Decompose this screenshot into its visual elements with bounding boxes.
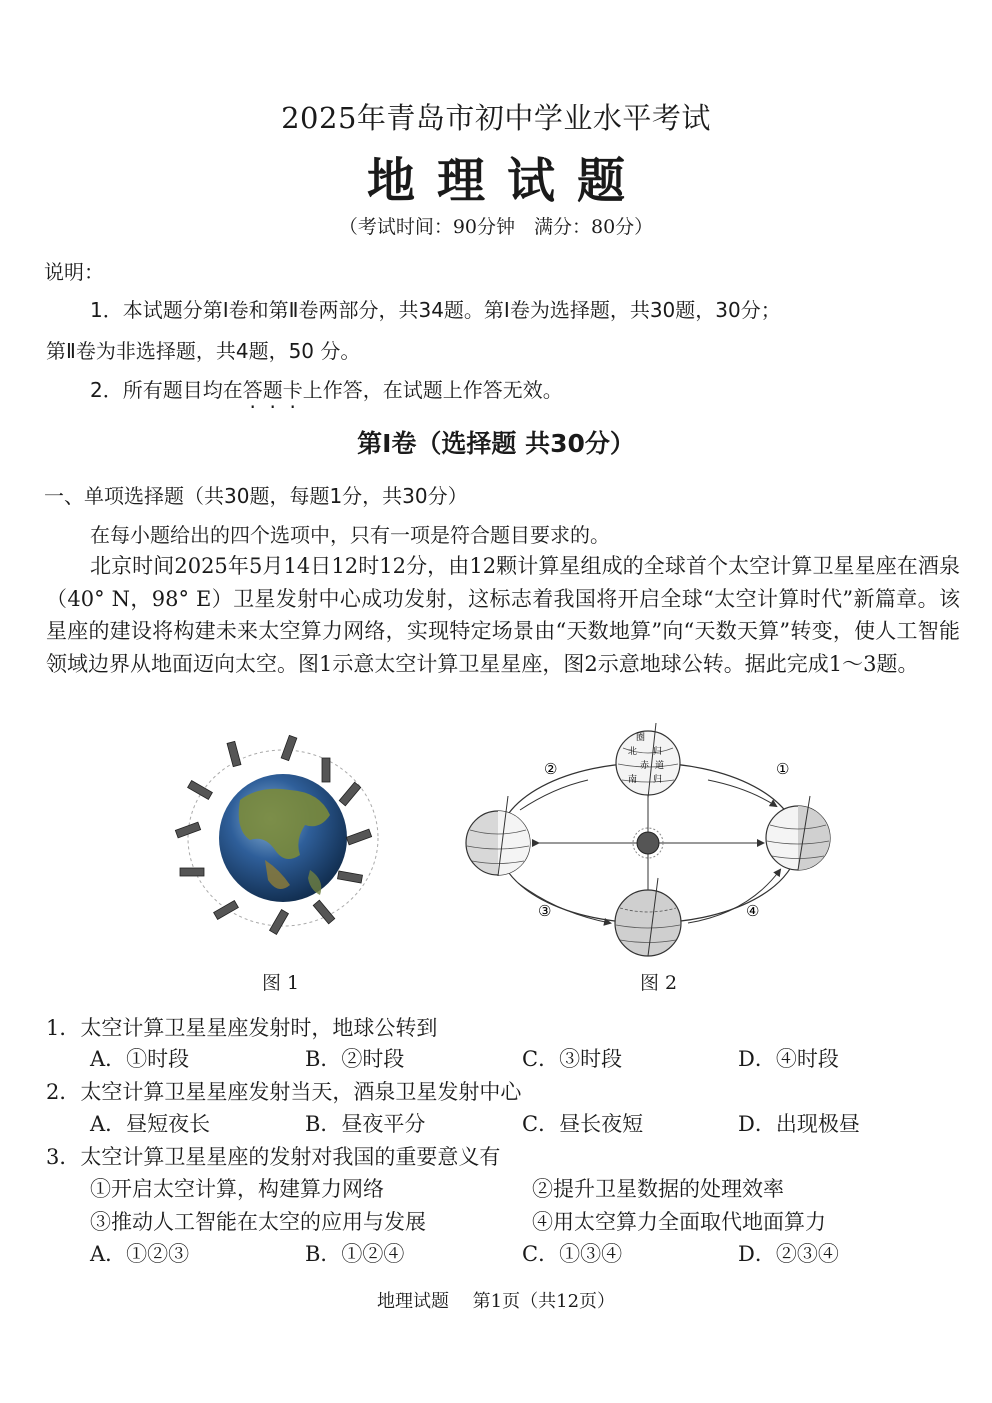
period-label-2: ② [544,760,558,778]
part-note: 在每小题给出的四个选项中，只有一项是符合题目要求的。 [90,523,610,547]
instruction-item-2 [90,374,563,403]
figure-2-caption: 图 2 [640,972,678,994]
instruction-item-2-before: 2．所有题目均在 [90,378,243,402]
passage: 北京时间2025年5月14日12时12分，由12颗计算星组成的全球首个太空计算卫星星座在酒泉（40° N，98° E）卫星发射中心成功发射，这标志着我国将开启全球“太空计算时代”新篇章。该星座的建设将构建未来太空算力网络，实现特定场景由“天数地算”向“天数天算”转变，使人工智能领域边界从地面迈向太空。图1示意太空计算卫星星座，图2示意地球公转。据此完成1～3题。 [46,554,960,676]
question-3-option-d: D．②③④ [738,1242,839,1266]
satellite-icon [270,910,289,935]
satellite-icon [188,781,213,800]
globe-top [616,723,680,798]
question-number: 3． [46,1145,81,1169]
period-label-3: ③ [538,902,552,920]
globe-text: 南 [628,775,638,785]
question-3-statement-1: ①开启太空计算，构建算力网络 [90,1177,384,1201]
question-3-option-c: C．①③④ [522,1242,623,1266]
satellite-icon [346,829,371,845]
question-2-option-d: D．出现极昼 [738,1112,860,1136]
globe-text: 归 [653,775,663,785]
period-label-4: ④ [746,902,760,920]
satellite-icon [339,782,361,806]
question-3-statement-2: ②提升卫星数据的处理效率 [532,1177,784,1201]
satellite-icon [322,758,330,782]
question-2 [46,1076,521,1106]
satellite-icon [214,901,239,920]
question-number: 2． [46,1080,81,1104]
exam-info: （考试时间：90分钟 满分：80分） [338,216,654,238]
page-footer: 地理试题 第1页（共12页） [376,1291,616,1312]
globe-text: 归 [653,747,663,757]
figure-1-satellite-constellation [170,730,400,945]
question-2-option-b: B．昼夜平分 [305,1112,426,1136]
revolution-arrow [518,883,610,923]
figure-1-caption: 图 1 [262,972,300,994]
sun-icon [637,832,659,854]
period-label-1: ① [776,760,790,778]
question-3-option-a: A．①②③ [90,1242,190,1266]
instructions-label: 说明： [44,260,104,284]
revolution-arrow [688,870,780,923]
question-1-option-c: C．③时段 [522,1047,623,1071]
globe-text: 北 [628,747,638,757]
satellite-icon [281,735,297,760]
emphasis-char: 卡 [282,378,303,402]
emphasis-char: 答 [242,378,263,402]
instruction-item-1-cont: 第Ⅱ卷为非选择题，共4题，50 分。 [46,339,361,363]
question-3 [46,1141,500,1171]
question-2-option-a: A．昼短夜长 [90,1112,211,1136]
satellite-icon [337,871,362,883]
question-2-option-c: C．昼长夜短 [522,1112,644,1136]
question-3-option-b: B．①②④ [305,1242,405,1266]
globe-left [466,796,530,876]
satellite-icon [180,868,204,876]
question-stem: 太空计算卫星星座发射时，地球公转到 [80,1016,438,1040]
part-title: 一、单项选择题（共30题，每题1分，共30分） [44,484,468,508]
subject-title: 地理试题 [366,153,647,209]
globe-text: 赤 [640,761,650,771]
emphasis-char: 题 [262,378,283,402]
section-title: 第Ⅰ卷（选择题 共30分） [357,429,635,458]
globe-bottom [615,878,681,956]
exam-name: 2025年青岛市初中学业水平考试 [281,101,711,135]
question-1-option-d: D．④时段 [738,1047,839,1071]
question-3-statement-4: ④用太空算力全面取代地面算力 [532,1210,826,1234]
question-1-option-a: A．①时段 [90,1047,190,1071]
revolution-arrow [520,780,588,810]
globe-text: 圈 [636,733,646,743]
globe-right [766,796,830,870]
figure-2-earth-revolution [458,718,838,958]
question-stem: 太空计算卫星星座发射当天，酒泉卫星发射中心 [80,1080,522,1104]
satellite-icon [227,741,241,766]
question-number: 1． [46,1016,81,1040]
instruction-item-1: 1．本试题分第Ⅰ卷和第Ⅱ卷两部分，共34题。第Ⅰ卷为选择题，共30题，30分； [90,298,781,322]
question-1-option-b: B．②时段 [305,1047,405,1071]
question-3-statement-3: ③推动人工智能在太空的应用与发展 [90,1210,426,1234]
question-1 [46,1012,437,1042]
globe-text: 道 [655,761,665,771]
instruction-item-2-after: 上作答，在试题上作答无效。 [302,378,563,402]
question-stem: 太空计算卫星星座的发射对我国的重要意义有 [80,1145,501,1169]
